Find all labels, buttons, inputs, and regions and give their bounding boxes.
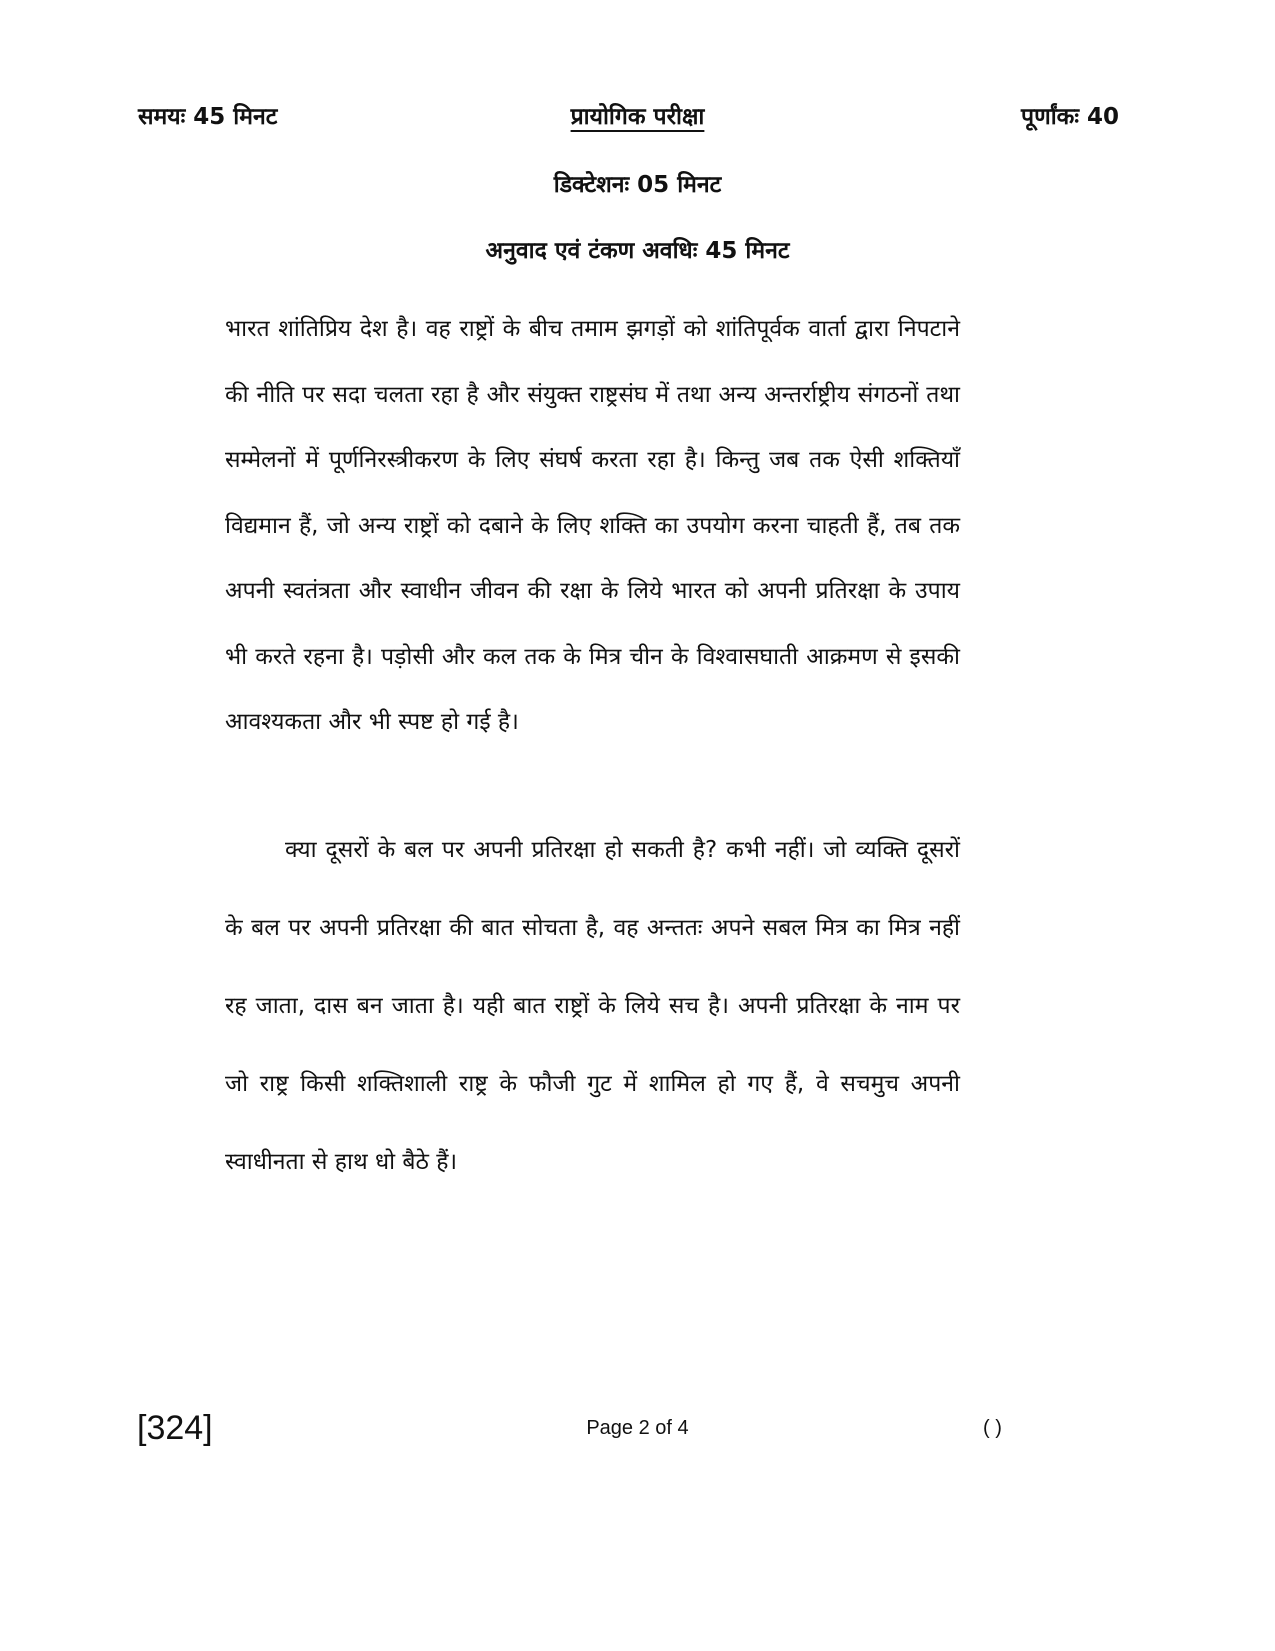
translation-typing-duration: अनुवाद एवं टंकण अवधिः 45 मिनट [485,238,790,264]
passage-paragraph-2: क्या दूसरों के बल पर अपनी प्रतिरक्षा हो सकती है? कभी नहीं। जो व्यक्ति दूसरों के बल पर अपनी प्रतिरक्षा की बात सोचता है, वह अन्ततः अपने सबल मित्र का मित्र नहीं रह जाता, दास बन जाता है। यही बात राष्ट्रों के लिये सच है। अपनी प्रतिरक्षा के नाम पर जो राष्ट्र किसी शक्तिशाली राष्ट्र के फौजी गुट में शामिल हो गए हैं, वे सचमुच अपनी स्वाधीनता से हाथ धो बैठे हैं। [225,837,960,1175]
exam-title-text: प्रायोगिक परीक्षा [570,104,705,130]
set-code: [324] [137,1409,213,1447]
max-marks: पूर्णांकः 40 [1021,104,1119,130]
footer-parentheses: ( ) [983,1417,1002,1439]
time-limit: समयः 45 मिनट [138,104,278,130]
dictation-duration: डिक्टेशनः 05 मिनट [553,172,722,198]
passage-paragraph-1: भारत शांतिप्रिय देश है। वह राष्ट्रों के बीच तमाम झगड़ों को शांतिपूर्वक वार्ता द्वारा निपटाने की नीति पर सदा चलता रहा है और संयुक्त राष्ट्रसंघ में तथा अन्य अन्तर्राष्ट्रीय संगठनों तथा सम्मेलनों में पूर्णनिरस्त्रीकरण के लिए संघर्ष करता रहा है। किन्तु जब तक ऐसी शक्तियाँ विद्यमान हैं, जो अन्य राष्ट्रों को दबाने के लिए शक्ति का उपयोग करना चाहती हैं, तब तक अपनी स्वतंत्रता और स्वाधीन जीवन की रक्षा के लिये भारत को अपनी प्रतिरक्षा के उपाय भी करते रहना है। पड़ोसी और कल तक के मित्र चीन के विश्वासघाती आक्रमण से इसकी आवश्यकता और भी स्पष्ट हो गई है। [225,316,960,735]
page-number: Page 2 of 4 [586,1417,689,1439]
